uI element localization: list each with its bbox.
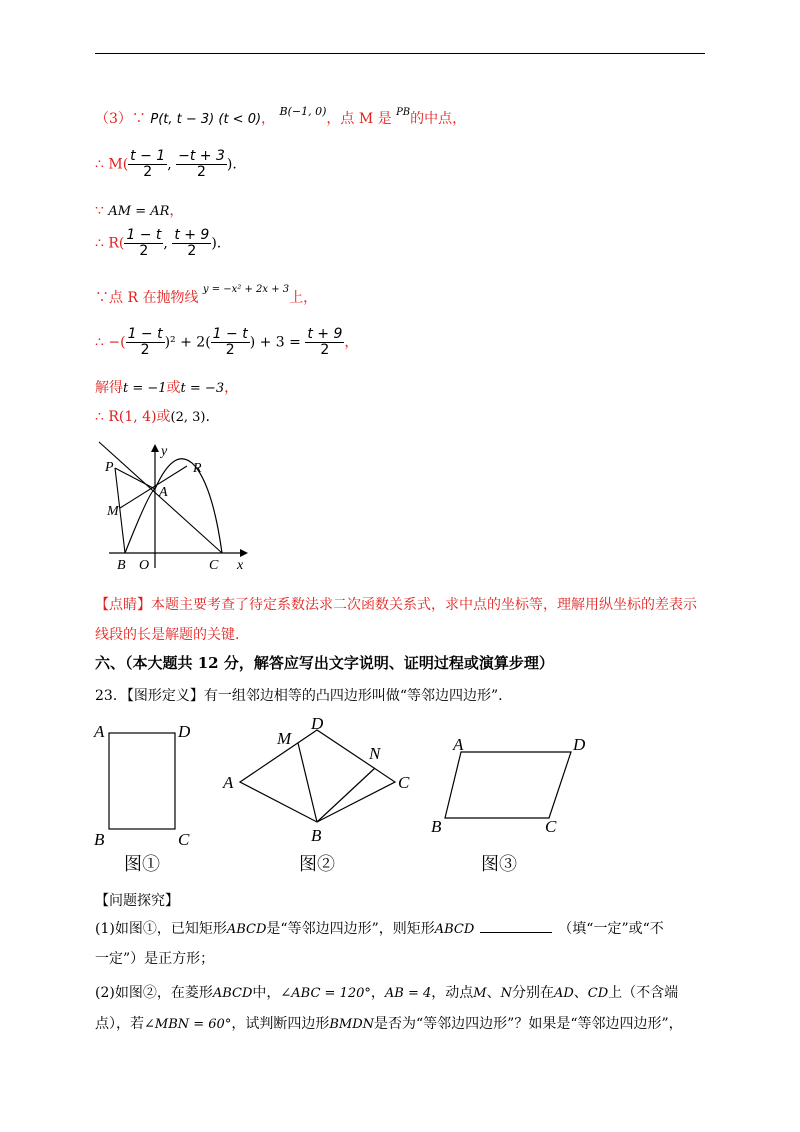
fig3-caption: 图③	[481, 854, 517, 874]
solution-line-2: ∴ M( $\frac{t - 1}{2}$ , $\frac{-t + 3}{2}$ ).	[95, 148, 237, 180]
parabola-curve	[125, 459, 222, 553]
rectangle-ABCD	[109, 733, 175, 829]
solution-line-7: 解得t = −1或t = −3，	[95, 380, 239, 396]
segment-BN	[317, 768, 375, 822]
label-C: C	[209, 558, 219, 573]
problem-1-line-2: 一定”）是正方形；	[95, 951, 215, 967]
problem-2-line-2: 点），若∠MBN = 60°，试判断四边形BMDN是否为“等邻边四边形”？如果是“等邻边四边形”，	[95, 1016, 683, 1032]
y-axis-arrow	[151, 444, 159, 452]
solution-line-3: ∵ AM = AR，	[95, 203, 184, 219]
segment-PA	[115, 468, 155, 489]
solution-line-5: ∵点 R 在抛物线 $^{y = -x^2 + 2x + 3}$上，	[95, 284, 318, 306]
parallelogram-ABCD	[445, 752, 571, 818]
comment-line-2: 线段的长是解题的关键.	[95, 627, 240, 643]
comment-line-1: 【点睛】本题主要考查了待定系数法求二次函数关系式，求中点的坐标等，理解用纵坐标的差表示	[95, 597, 697, 613]
fig2-label-C: C	[398, 773, 410, 792]
label-R: R	[193, 461, 202, 476]
question-23-intro: 23．【图形定义】有一组邻边相等的凸四边形叫做“等邻边四边形”.	[95, 688, 503, 704]
explore-heading: 【问题探究】	[95, 893, 179, 909]
section-heading: 六、（本大题共 12 分，解答应写出文字说明、证明过程或演算步理）	[95, 654, 554, 672]
fig2-label-D: D	[311, 714, 324, 733]
fig3-label-C: C	[545, 817, 557, 836]
fig2-caption: 图②	[299, 854, 335, 874]
problem-2-line-1: (2)如图②，在菱形ABCD中，∠ABC = 120°，AB = 4，动点M、N分别在AD、CD上（不含端	[95, 985, 679, 1001]
label-x: x	[237, 558, 244, 573]
fig3-label-A: A	[453, 735, 464, 754]
fig3-label-D: D	[573, 735, 586, 754]
parabola-graph	[95, 438, 255, 578]
label-y: y	[161, 444, 168, 459]
figure-1-rectangle	[90, 715, 200, 875]
figure-2-rhombus	[215, 712, 425, 877]
label-A: A	[159, 485, 168, 500]
label-M: M	[107, 504, 119, 519]
fig1-label-B: B	[94, 830, 105, 849]
fig1-label-A: A	[94, 722, 105, 741]
solution-line-4: ∴ R( $\frac{1 - t}{2}$ , $\frac{t + 9}{2}$ ).	[95, 227, 222, 259]
solution-line-8: ∴ R(1, 4)或(2, 3).	[95, 409, 210, 425]
header-rule	[95, 53, 705, 54]
x-axis-arrow	[240, 549, 248, 557]
fig2-label-A: A	[223, 773, 234, 792]
fig2-label-B: B	[311, 826, 322, 845]
label-O: O	[139, 558, 150, 573]
fig2-label-N: N	[369, 744, 381, 763]
solution-line-1: （3）∵ P(t, t − 3) (t < 0)， $^{B(-1, 0)}$，点 M 是 $^{PB}$的中点，	[95, 105, 467, 127]
fig2-label-M: M	[277, 729, 292, 748]
fig1-label-D: D	[178, 722, 191, 741]
fig1-caption: 图①	[124, 854, 160, 874]
problem-1-line-1: (1)如图①，已知矩形ABCD是“等邻边四边形”，则矩形ABCD （填“一定”或“不	[95, 921, 664, 937]
fig1-label-C: C	[178, 830, 190, 849]
figure-3-parallelogram	[425, 728, 625, 878]
answer-blank[interactable]	[480, 920, 552, 933]
segment-MR	[120, 466, 187, 508]
segment-BM	[298, 743, 317, 822]
fig3-label-B: B	[431, 817, 442, 836]
label-B: B	[117, 558, 126, 573]
solution-line-6: ∴ −( $\frac{1 - t}{2}$ )² + 2( $\frac{1 - t}{2}$ ) + 3 = $\frac{t + 9}{2}$ ，	[95, 326, 359, 358]
label-P: P	[105, 460, 114, 475]
